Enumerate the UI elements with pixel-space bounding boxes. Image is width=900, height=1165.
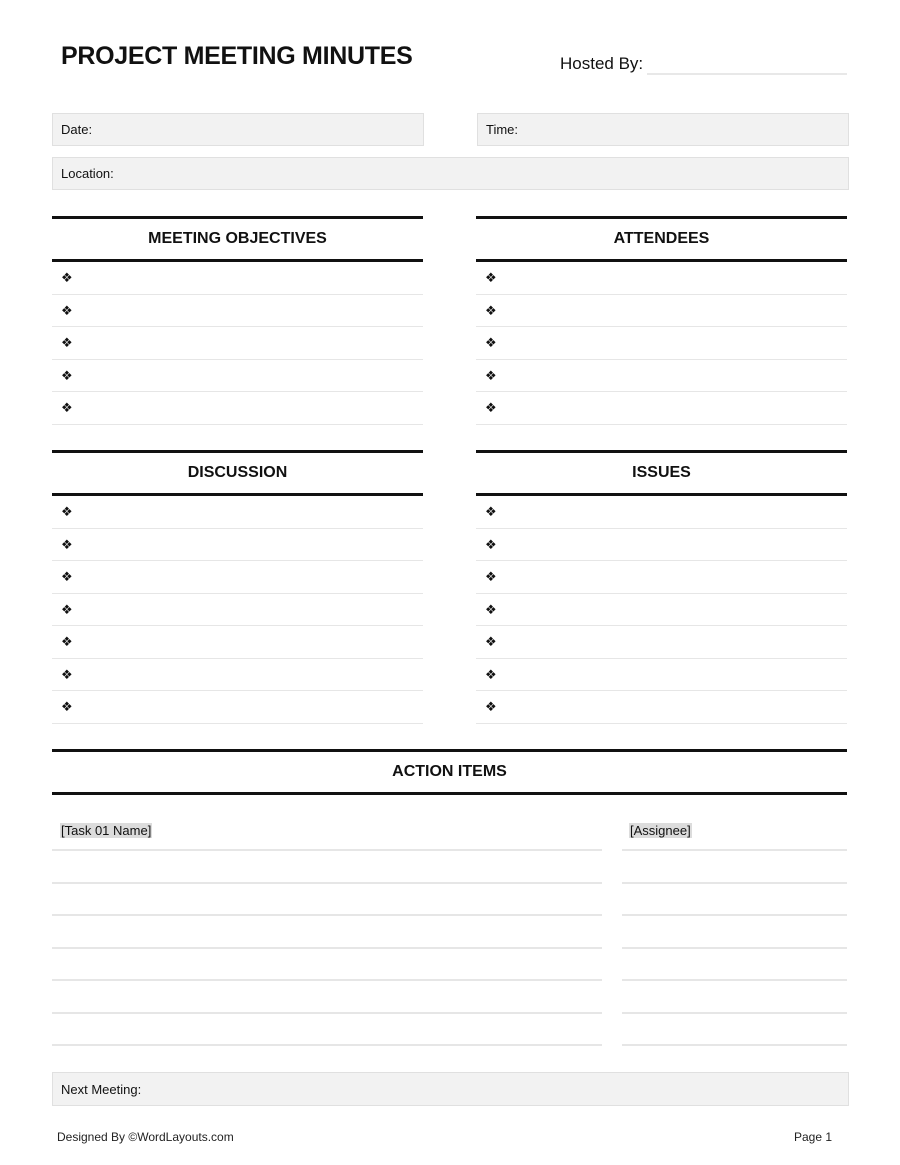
task-row-line [52, 1012, 602, 1014]
list-item[interactable] [52, 262, 423, 295]
list-item[interactable] [52, 392, 423, 425]
time-label: Time: [486, 122, 519, 137]
date-label: Date: [61, 122, 93, 137]
diamond-bullet-icon: ❖ [61, 666, 73, 682]
list-item[interactable] [476, 691, 847, 724]
assignee-row-line [622, 914, 847, 916]
assignee-row-line [622, 882, 847, 884]
diamond-bullet-icon: ❖ [61, 504, 73, 520]
page-title: PROJECT MEETING MINUTES [61, 42, 413, 70]
date-field[interactable] [52, 113, 424, 146]
task-row-line [52, 979, 602, 981]
location-field[interactable] [52, 157, 849, 190]
diamond-bullet-icon: ❖ [61, 335, 73, 351]
attendees-section [476, 216, 847, 425]
discussion-heading: DISCUSSION [52, 450, 423, 496]
action-items-heading: ACTION ITEMS [52, 749, 847, 795]
hosted-by-field[interactable] [647, 73, 847, 75]
list-item[interactable] [476, 327, 847, 360]
location-label: Location: [61, 166, 114, 181]
diamond-bullet-icon: ❖ [485, 536, 497, 552]
task-row-line [52, 947, 602, 949]
diamond-bullet-icon: ❖ [61, 270, 73, 286]
diamond-bullet-icon: ❖ [485, 666, 497, 682]
task-placeholder: [Task 01 Name] [61, 823, 152, 838]
diamond-bullet-icon: ❖ [61, 536, 73, 552]
list-item[interactable] [476, 561, 847, 594]
hosted-by-label: Hosted By: [560, 54, 644, 73]
list-item[interactable] [476, 594, 847, 627]
assignee-placeholder: [Assignee] [630, 823, 691, 838]
list-item[interactable] [52, 691, 423, 724]
diamond-bullet-icon: ❖ [485, 634, 497, 650]
list-item[interactable] [52, 496, 423, 529]
diamond-bullet-icon: ❖ [485, 367, 497, 383]
next-meeting-label: Next Meeting: [61, 1081, 142, 1097]
task-row-line [52, 849, 602, 851]
task-name-field[interactable] [60, 822, 152, 840]
issues-heading: ISSUES [476, 450, 847, 496]
task-row-line [52, 914, 602, 916]
discussion-section [52, 450, 423, 724]
diamond-bullet-icon: ❖ [485, 699, 497, 715]
diamond-bullet-icon: ❖ [61, 569, 73, 585]
attendees-heading: ATTENDEES [476, 216, 847, 262]
diamond-bullet-icon: ❖ [61, 367, 73, 383]
diamond-bullet-icon: ❖ [485, 569, 497, 585]
list-item[interactable] [476, 262, 847, 295]
task-row-line [52, 1044, 602, 1046]
assignee-row-line [622, 947, 847, 949]
diamond-bullet-icon: ❖ [61, 699, 73, 715]
list-item[interactable] [476, 529, 847, 562]
diamond-bullet-icon: ❖ [61, 634, 73, 650]
footer-credit: Designed By ©WordLayouts.com [57, 1130, 234, 1144]
list-item[interactable] [52, 659, 423, 692]
diamond-bullet-icon: ❖ [485, 335, 497, 351]
list-item[interactable] [52, 295, 423, 328]
list-item[interactable] [52, 360, 423, 393]
list-item[interactable] [476, 295, 847, 328]
assignee-row-line [622, 979, 847, 981]
assignee-field[interactable] [629, 822, 692, 840]
list-item[interactable] [52, 626, 423, 659]
next-meeting-field[interactable] [52, 1072, 849, 1106]
assignee-row-line [622, 849, 847, 851]
list-item[interactable] [476, 659, 847, 692]
diamond-bullet-icon: ❖ [485, 601, 497, 617]
diamond-bullet-icon: ❖ [61, 400, 73, 416]
diamond-bullet-icon: ❖ [485, 504, 497, 520]
diamond-bullet-icon: ❖ [61, 601, 73, 617]
list-item[interactable] [52, 594, 423, 627]
time-field[interactable] [477, 113, 849, 146]
objectives-heading: MEETING OBJECTIVES [52, 216, 423, 262]
diamond-bullet-icon: ❖ [61, 302, 73, 318]
list-item[interactable] [476, 626, 847, 659]
page-number: Page 1 [794, 1130, 833, 1144]
list-item[interactable] [476, 392, 847, 425]
diamond-bullet-icon: ❖ [485, 302, 497, 318]
list-item[interactable] [476, 360, 847, 393]
issues-section [476, 450, 847, 724]
assignee-row-line [622, 1044, 847, 1046]
list-item[interactable] [52, 529, 423, 562]
assignee-row-line [622, 1012, 847, 1014]
diamond-bullet-icon: ❖ [485, 270, 497, 286]
list-item[interactable] [52, 561, 423, 594]
list-item[interactable] [52, 327, 423, 360]
objectives-section [52, 216, 423, 425]
diamond-bullet-icon: ❖ [485, 400, 497, 416]
task-row-line [52, 882, 602, 884]
list-item[interactable] [476, 496, 847, 529]
